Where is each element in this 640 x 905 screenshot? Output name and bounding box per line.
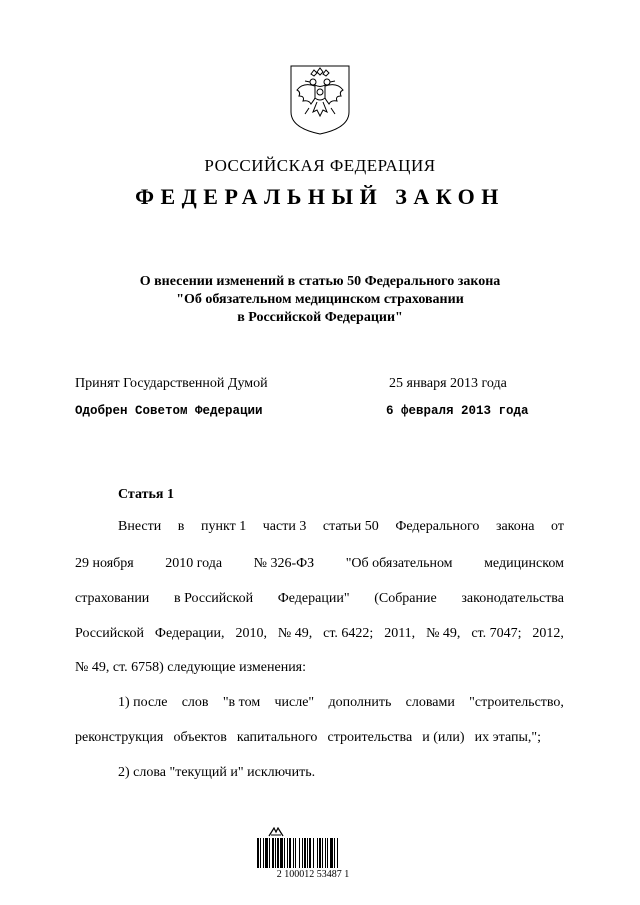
word: в Российской bbox=[173, 591, 254, 606]
barcode-number: 2 100012 53487 1 bbox=[276, 869, 350, 880]
word: (Собрание bbox=[374, 591, 437, 606]
article-text-line bbox=[75, 556, 564, 572]
article-text-line: № 49, ст. 6758) следующие изменения: bbox=[75, 660, 307, 675]
word: 2012, bbox=[532, 626, 564, 641]
word: медицинском bbox=[484, 556, 564, 571]
word: законодательства bbox=[461, 591, 564, 606]
item-2-text-line: 2) слова "текущий и" исключить. bbox=[118, 765, 316, 780]
word: 2010, bbox=[235, 626, 267, 641]
item-1-text-line bbox=[118, 695, 564, 711]
word: и (или) bbox=[422, 730, 465, 745]
word: 29 ноября bbox=[75, 556, 134, 571]
word: объектов bbox=[173, 730, 227, 745]
word: 2011, bbox=[384, 626, 416, 641]
word: Российской bbox=[75, 626, 144, 641]
word: 2010 года bbox=[165, 556, 223, 571]
article-text-line bbox=[75, 626, 564, 642]
word: страховании bbox=[75, 591, 150, 606]
council-approval-date: 6 февраля 2013 года bbox=[386, 404, 529, 418]
word: Федерации, bbox=[154, 626, 225, 641]
law-title bbox=[0, 273, 640, 327]
word: ст. 7047; bbox=[471, 626, 522, 641]
word: "Об обязательном bbox=[345, 556, 453, 571]
word: слов bbox=[181, 695, 209, 710]
word: "строительство, bbox=[469, 695, 564, 710]
word: № 49, bbox=[426, 626, 461, 641]
article-text-line bbox=[75, 591, 564, 607]
word: ст. 6422; bbox=[323, 626, 374, 641]
word: "в том bbox=[222, 695, 261, 710]
item-1-text-line bbox=[75, 730, 541, 746]
word: статьи 50 bbox=[322, 519, 379, 534]
word: 1) после bbox=[118, 695, 168, 710]
word: пункт 1 bbox=[200, 519, 247, 534]
coat-of-arms-emblem-icon bbox=[289, 64, 351, 136]
word: дополнить bbox=[328, 695, 392, 710]
word: № 326-ФЗ bbox=[253, 556, 315, 571]
word: части 3 bbox=[262, 519, 307, 534]
duma-adoption-label: Принят Государственной Думой bbox=[75, 376, 268, 391]
law-title-line: "Об обязательном медицинском страховании bbox=[176, 292, 464, 307]
article-text-line bbox=[118, 519, 564, 535]
article-heading: Статья 1 bbox=[118, 487, 174, 502]
word: реконструкция bbox=[75, 730, 164, 745]
country-heading: РОССИЙСКАЯ ФЕДЕРАЦИЯ bbox=[204, 156, 436, 175]
word: словами bbox=[405, 695, 455, 710]
word: Федерации" bbox=[277, 591, 350, 606]
law-title-line: О внесении изменений в статью 50 Федерального закона bbox=[139, 274, 501, 289]
council-approval-label: Одобрен Советом Федерации bbox=[75, 404, 263, 418]
barcode-logo-icon bbox=[268, 827, 284, 837]
word: № 49, bbox=[277, 626, 313, 641]
word: строительства bbox=[327, 730, 413, 745]
word: Федерального bbox=[395, 519, 480, 534]
word: числе" bbox=[274, 695, 315, 710]
word: капитального bbox=[236, 730, 318, 745]
law-type-heading: ФЕДЕРАЛЬНЫЙ ЗАКОН bbox=[135, 184, 505, 209]
barcode-icon bbox=[256, 838, 368, 868]
word: закона bbox=[495, 519, 535, 534]
word: в bbox=[177, 519, 185, 534]
word: от bbox=[551, 519, 564, 534]
word: Внести bbox=[118, 519, 162, 534]
word: их этапы,"; bbox=[474, 730, 541, 745]
duma-adoption-date: 25 января 2013 года bbox=[389, 376, 507, 391]
law-title-line: в Российской Федерации" bbox=[237, 310, 403, 325]
